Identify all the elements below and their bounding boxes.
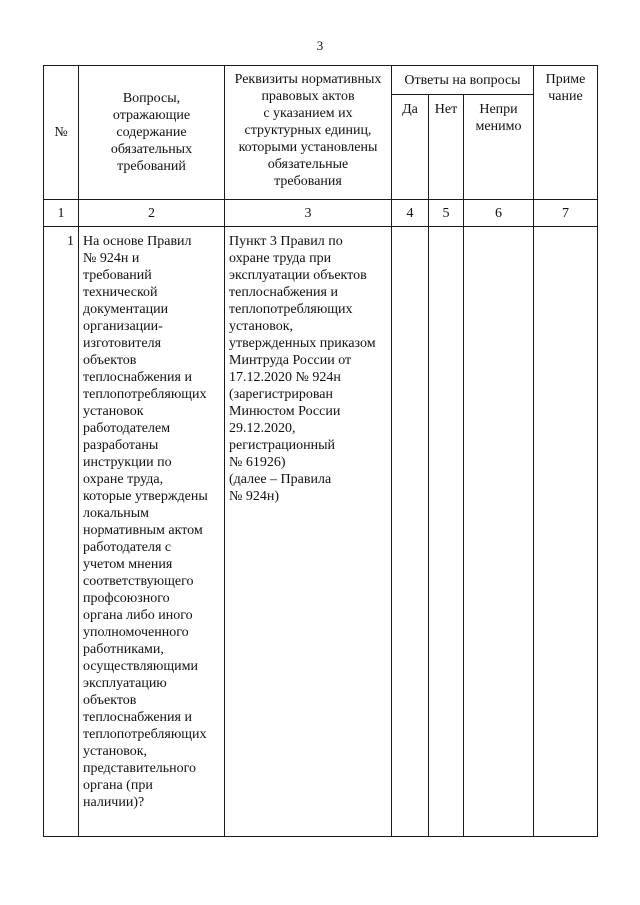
table-row [44, 227, 598, 837]
row-number: 1 [44, 227, 79, 837]
header-note: Приме чание [534, 66, 598, 200]
column-number: 5 [429, 200, 464, 227]
note-cell[interactable] [534, 227, 598, 837]
column-number: 3 [225, 200, 392, 227]
column-number: 1 [44, 200, 79, 227]
checklist-table [43, 65, 598, 837]
page-number: 3 [316, 38, 324, 53]
header-not-applicable: Непри менимо [464, 95, 534, 200]
answer-no-cell[interactable] [429, 227, 464, 837]
column-number: 6 [464, 200, 534, 227]
answer-yes-cell[interactable] [392, 227, 429, 837]
header-answers: Ответы на вопросы [392, 66, 534, 95]
header-no: Нет [429, 95, 464, 200]
column-number: 4 [392, 200, 429, 227]
header-yes: Да [392, 95, 429, 200]
column-number: 7 [534, 200, 598, 227]
row-requisites: Пункт 3 Правил по охране труда при эксплуатации объектов теплоснабжения и теплопотребляющих установок, утвержденных приказом Минтруда России от 17.12.2020 № 924н (зарегистрирован Минюстом России 29.12.2020, регистрационный № 61926) (далее – Правила № 924н) [225, 227, 392, 837]
header-num: № [44, 66, 79, 200]
header-requisites: Реквизиты нормативных правовых актов с указанием их структурных единиц, которыми установлены обязательные требования [225, 66, 392, 200]
column-number-row [44, 200, 598, 227]
answer-not-applicable-cell[interactable] [464, 227, 534, 837]
header-questions: Вопросы, отражающие содержание обязательных требований [79, 66, 225, 200]
header-row [44, 66, 598, 95]
column-number: 2 [79, 200, 225, 227]
row-question: На основе Правил № 924н и требований технической документации организации- изготовителя объектов теплоснабжения и теплопотребляющих установок работодателем разработаны инструкции по охране труда, которые утверждены локальным нормативным актом работодателя с учетом мнения соответствующего профсоюзного органа либо иного уполномоченного работниками, осуществляющими эксплуатацию объектов теплоснабжения и теплопотребляющих установок, представительного органа (при наличии)? [79, 227, 225, 837]
